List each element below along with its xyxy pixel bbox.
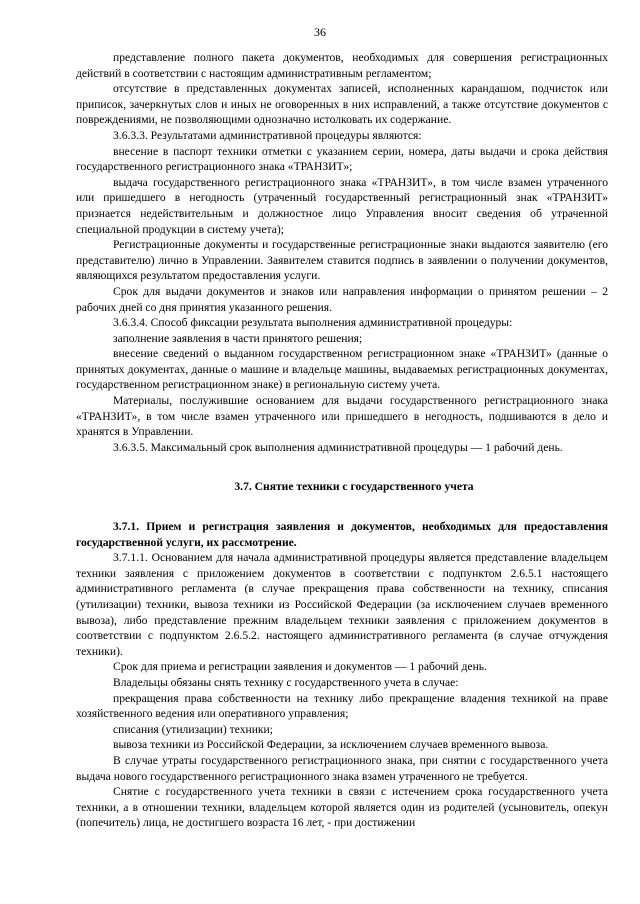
paragraph: выдача государственного регистрационного знака «ТРАНЗИТ», в том числе взамен утраченного или пришедшего в негодность (утраченный государственный регистрационный знак «ТРАНЗИТ» признается недействительным и должностное лицо Управления вносит сведения об утраченной специальной продукции в систему учета);	[76, 175, 608, 236]
paragraph: Срок для выдачи документов и знаков или направления информации о принятом решении – 2 рабочих дней со дня принятия указанного решения.	[76, 284, 608, 314]
section-heading: 3.7. Снятие техники с государственного учета	[234, 480, 474, 494]
paragraph: отсутствие в представленных документах записей, исполненных карандашом, подчисток или приписок, зачеркнутых слов и иных не оговоренных в них исправлений, а также отсутствие документов с повреждениями, не позволяющими однозначно истолковать их содержание.	[76, 82, 608, 127]
paragraph: вывоза техники из Российской Федерации, за исключением случаев временного вывоза.	[113, 738, 549, 752]
paragraph: Материалы, послужившие основанием для выдачи государственного регистрационного знака «ТРАНЗИТ», в том числе взамен утраченного или пришедшего в негодность, подшиваются в дело и хранятся в Управлении.	[76, 394, 608, 439]
paragraph: списания (утилизации) техники;	[113, 722, 273, 736]
paragraph: Срок для приема и регистрации заявления и документов — 1 рабочий день.	[113, 660, 487, 674]
paragraph: 3.6.3.5. Максимальный срок выполнения административной процедуры — 1 рабочий день.	[113, 440, 563, 454]
paragraph: представление полного пакета документов, необходимых для совершения регистрационных действий в соответствии с настоящим административным регламентом;	[76, 51, 608, 80]
paragraph: Снятие с государственного учета техники в связи с истечением срока государственного учета техники, а в отношении техники, владельцем которой является один из родителей (усыновитель, опекун (попечитель) лица, не достигшего возраста 16 лет, - при достижении	[76, 785, 608, 830]
paragraph: 3.7.1.1. Основанием для начала административной процедуры является представление владельцем техники заявления с приложением документов в соответствии с подпунктом 2.6.5.1 настоящего административного регламента (в случае прекращения права собственности на технику, списания (утилизации) техники, вывоза техники из Российской Федерации (за исключением случаев временного вывоза), либо представление прежним владельцем техники заявления с приложением документов в соответствии с подпунктом 2.6.5.2. настоящего административного регламента (в случае отчуждения техники).	[76, 551, 608, 658]
document-body	[76, 50, 608, 831]
paragraph: заполнение заявления в части принятого решения;	[113, 331, 363, 345]
paragraph: прекращения права собственности на технику либо прекращение владения техникой на праве хозяйственного ведения или оперативного управления;	[76, 691, 608, 721]
paragraph: Владельцы обязаны снять технику с государственного учета в случае:	[113, 675, 459, 689]
subsection-heading: 3.7.1. Прием и регистрация заявления и документов, необходимых для предоставления государственной услуги, их рассмотрение.	[76, 520, 608, 549]
paragraph: 3.6.3.4. Способ фиксации результата выполнения административной процедуры:	[113, 316, 513, 330]
paragraph: Регистрационные документы и государственные регистрационные знаки выдаются заявителю (его представителю) лично в Управлении. Заявителем ставится подпись в заявлении о получении документов, являющихся результатом предоставления услуги.	[76, 238, 608, 283]
paragraph: В случае утраты государственного регистрационного знака, при снятии с государственного учета выдача нового государственного регистрационного знака взамен утраченного не требуется.	[76, 753, 608, 783]
paragraph: внесение сведений о выданном государственном регистрационном знаке «ТРАНЗИТ» (данные о принятых документах, данные о машине и владельце машины, выдаваемых регистрационных документах, государственном регистрационном знаке) в региональную систему учета.	[76, 347, 608, 392]
page-number: 36	[314, 25, 326, 39]
paragraph: 3.6.3.3. Результатами административной процедуры являются:	[113, 128, 422, 142]
paragraph: внесение в паспорт техники отметки с указанием серии, номера, даты выдачи и срока действия государственного регистрационного знака «ТРАНЗИТ»;	[76, 144, 608, 174]
